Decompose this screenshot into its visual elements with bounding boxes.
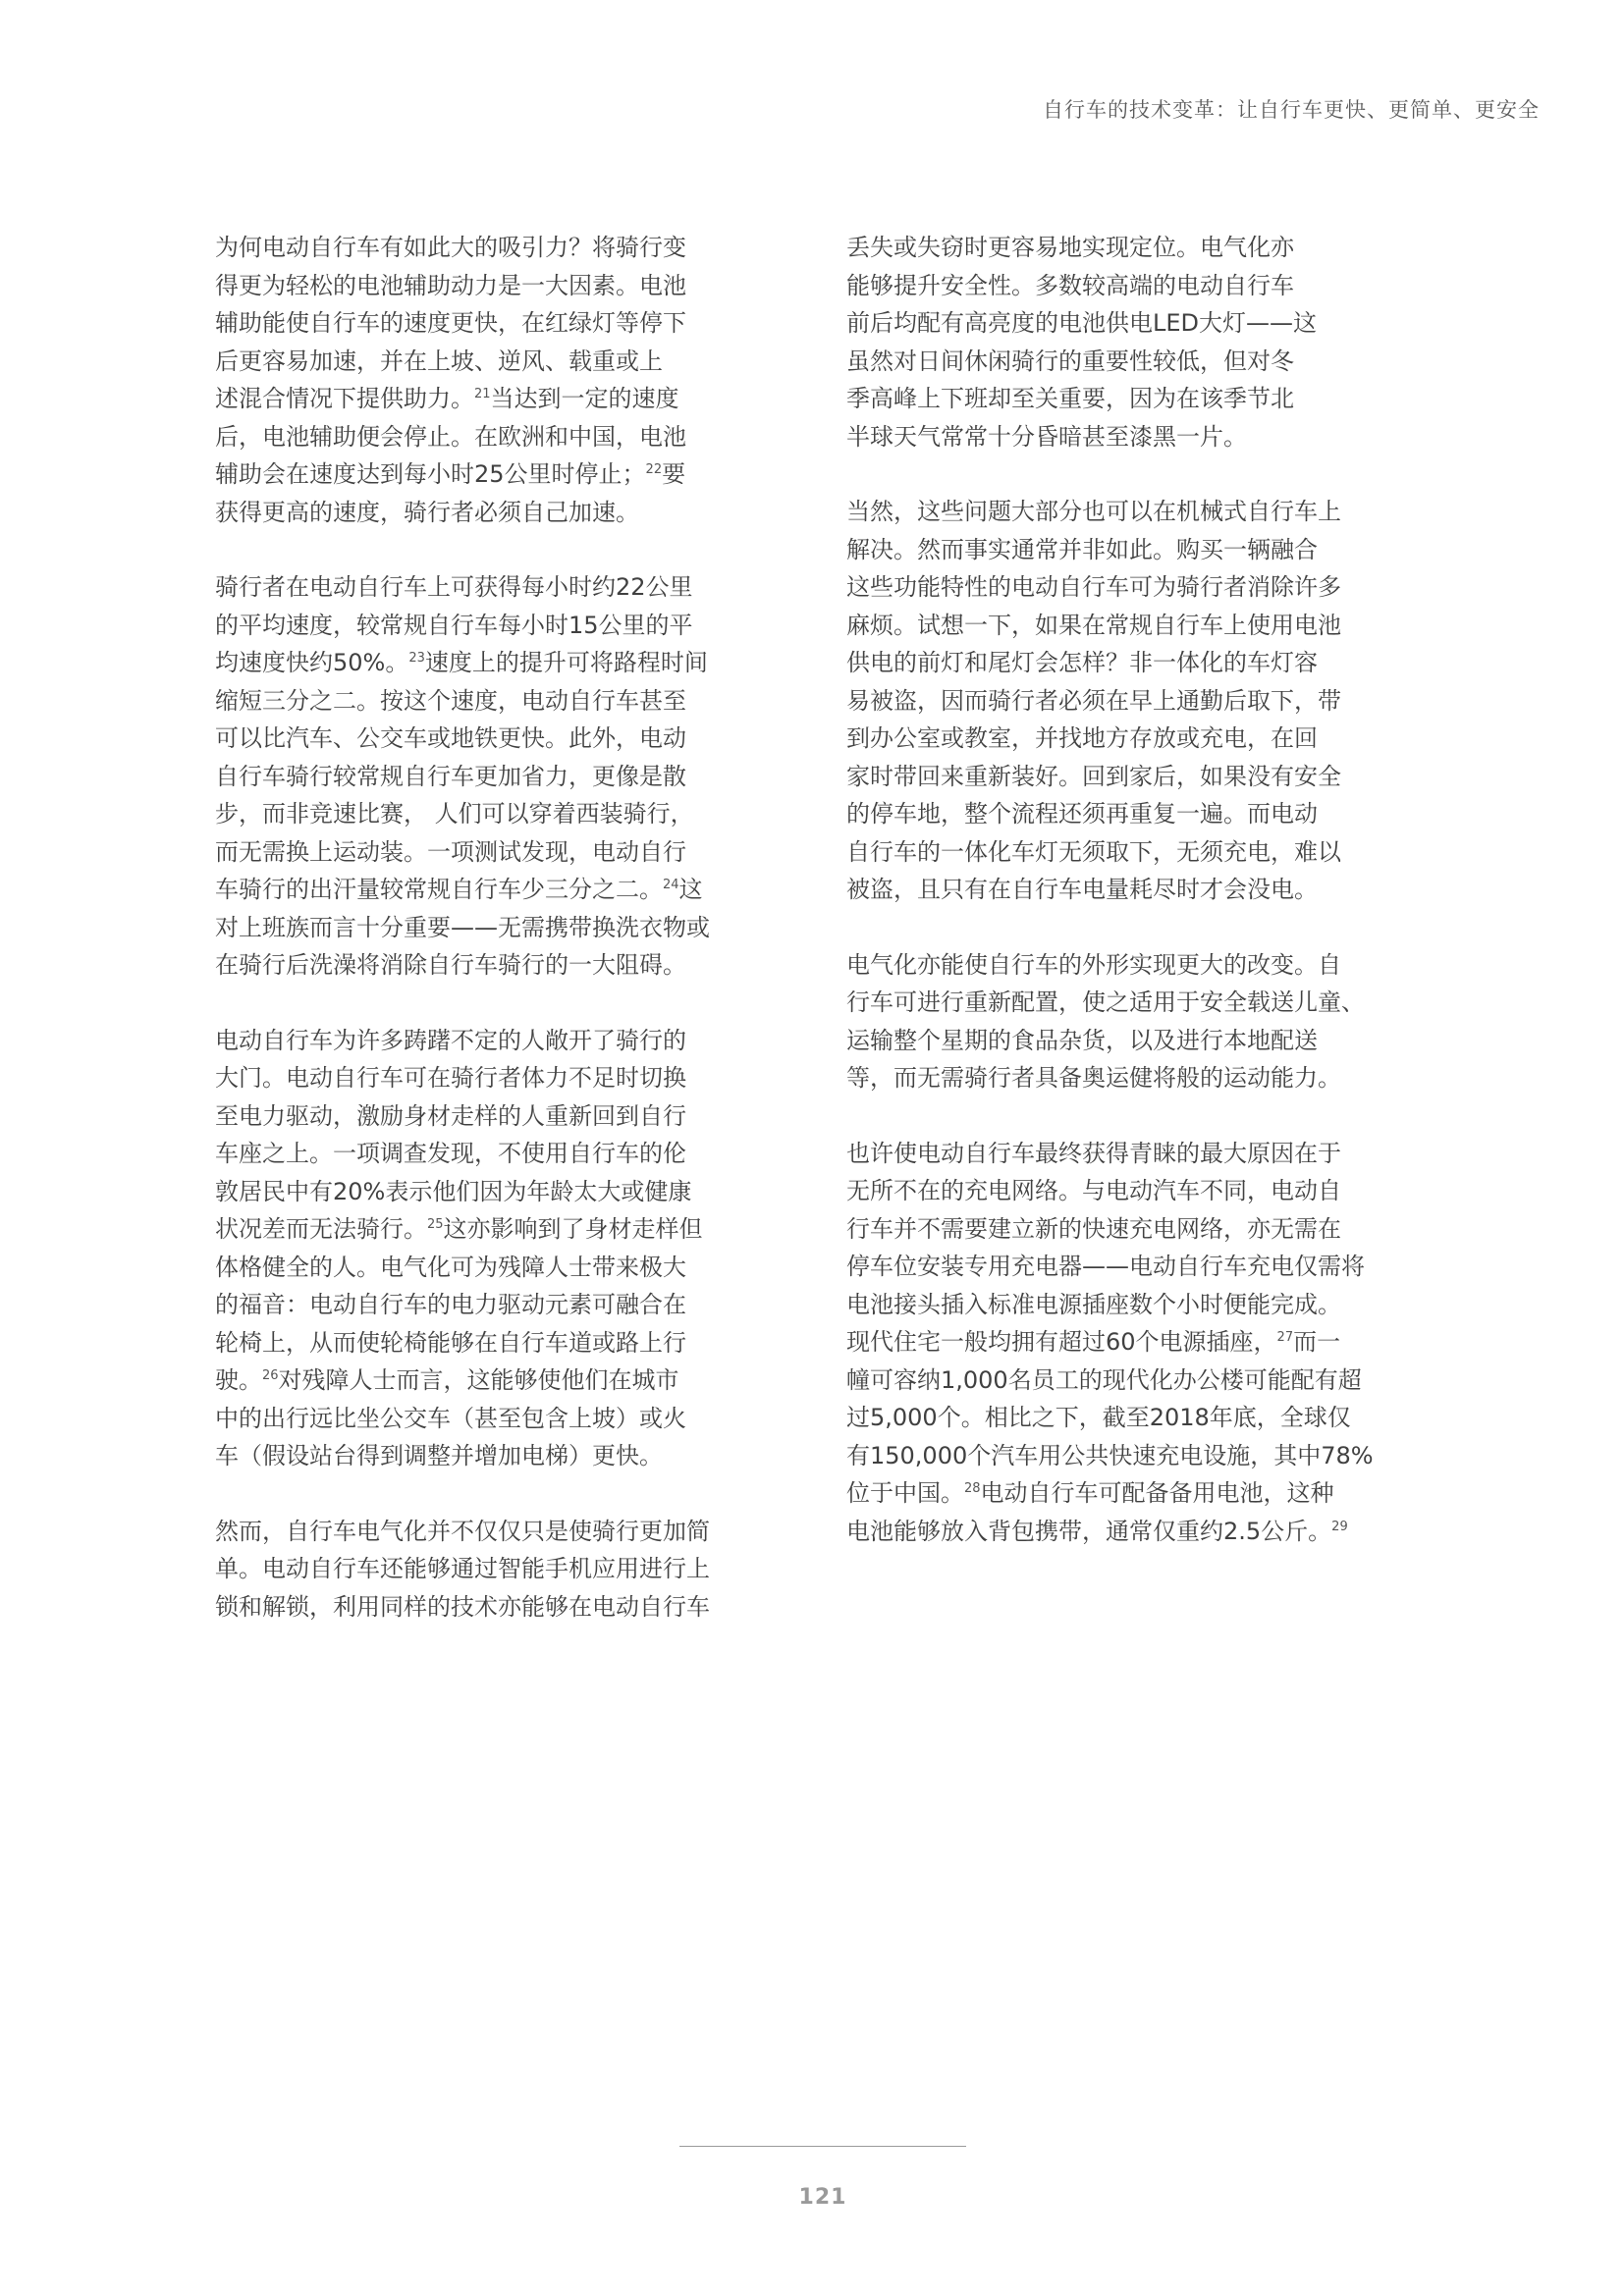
- text-line: [846, 1135, 1396, 1173]
- line-text: 电动自行车为许多踌躇不定的人敞开了骑行的: [215, 1026, 686, 1054]
- text-line: [846, 1248, 1396, 1286]
- paragraph: [846, 946, 1396, 1097]
- line-text: 驶。: [215, 1366, 262, 1394]
- line-text: 锁和解锁，利用同样的技术亦能够在电动自行车: [215, 1592, 710, 1621]
- text-line: [215, 1059, 765, 1097]
- line-text: 停车位安装专用充电器——电动自行车充电仅需将: [846, 1253, 1365, 1280]
- text-line: [215, 607, 765, 645]
- text-line: [215, 720, 765, 758]
- footnote-reference: 26: [262, 1368, 279, 1383]
- text-line: [846, 418, 1396, 456]
- text-line: [846, 1323, 1396, 1362]
- paragraph: [215, 568, 765, 985]
- text-line: [846, 1172, 1396, 1210]
- footnote-reference: 25: [427, 1217, 444, 1232]
- line-text: 也许使电动自行车最终获得青睐的最大原因在于: [846, 1139, 1341, 1167]
- line-text: 骑行者在电动自行车上可获得每小时约22公里: [215, 573, 693, 601]
- text-line: [846, 1210, 1396, 1249]
- line-text-continued: 而一: [1293, 1328, 1341, 1356]
- footnote-reference: 22: [645, 462, 663, 477]
- line-text: 现代住宅一般均拥有超过60个电源插座，: [846, 1328, 1277, 1356]
- line-text: 至电力驱动，激励身材走样的人重新回到自行: [215, 1101, 686, 1130]
- text-line: [215, 1362, 765, 1400]
- line-text: 的福音：电动自行车的电力驱动元素可融合在: [215, 1291, 686, 1318]
- line-text: 敦居民中有20%表示他们因为年龄太大或健康: [215, 1177, 692, 1205]
- line-text: 轮椅上，从而使轮椅能够在自行车道或路上行: [215, 1328, 686, 1357]
- text-line: [846, 267, 1396, 305]
- text-line: [215, 568, 765, 607]
- line-text: 无所不在的充电网络。与电动汽车不同，电动自: [846, 1177, 1341, 1204]
- line-text: 在骑行后洗澡将消除自行车骑行的一大阻碍。: [215, 951, 686, 979]
- line-text: 自行车的一体化车灯无须取下，无须充电，难以: [846, 837, 1341, 866]
- text-line: [215, 644, 765, 682]
- text-line: [215, 455, 765, 494]
- line-text: 单。电动自行车还能够通过智能手机应用进行上: [215, 1555, 710, 1582]
- text-line: [215, 1286, 765, 1324]
- text-line: [846, 946, 1396, 985]
- line-text-continued: 要: [662, 460, 686, 488]
- text-line: [846, 1059, 1396, 1097]
- text-line: [846, 493, 1396, 531]
- line-text: 体格健全的人。电气化可为残障人士带来极大: [215, 1253, 686, 1281]
- text-line: [846, 871, 1396, 909]
- footnote-reference: 24: [663, 878, 679, 892]
- line-text: 的停车地，整个流程还须再重复一遍。而电动: [846, 800, 1318, 828]
- footnote-reference: 29: [1331, 1519, 1348, 1534]
- text-line: [215, 1173, 765, 1211]
- line-text: 行车可进行重新配置，使之适用于安全载送儿童、: [846, 988, 1365, 1016]
- text-line: [846, 1362, 1396, 1400]
- text-line: [846, 644, 1396, 682]
- line-text: 辅助会在速度达到每小时25公里时停止；: [215, 460, 646, 488]
- text-line: [846, 795, 1396, 833]
- text-line: [215, 1513, 765, 1551]
- line-text: 辅助能使自行车的速度更快，在红绿灯等停下: [215, 309, 686, 337]
- line-text: 电池能够放入背包携带，通常仅重约2.5公斤。: [846, 1517, 1332, 1545]
- line-text: 丢失或失窃时更容易地实现定位。电气化亦: [846, 234, 1294, 261]
- line-text: 车（假设站台得到调整并增加电梯）更快。: [215, 1442, 663, 1469]
- text-line: [846, 1474, 1396, 1513]
- line-text: 大门。电动自行车可在骑行者体力不足时切换: [215, 1064, 686, 1092]
- line-text: 中的出行远比坐公交车（甚至包含上坡）或火: [215, 1404, 686, 1432]
- running-header-title: 自行车的技术变革：让自行车更快、更简单、更安全: [1043, 98, 1540, 122]
- text-line: [846, 1399, 1396, 1437]
- line-text: 为何电动自行车有如此大的吸引力？将骑行变: [215, 234, 686, 261]
- text-line: [215, 1097, 765, 1136]
- line-text: 到办公室或教室，并找地方存放或充电，在回: [846, 724, 1318, 752]
- text-line: [846, 304, 1396, 343]
- text-line: [846, 531, 1396, 569]
- text-line: [846, 758, 1396, 796]
- page-number: 121: [798, 2185, 847, 2210]
- text-line: [215, 1437, 765, 1475]
- line-text: 供电的前灯和尾灯会怎样？非一体化的车灯容: [846, 649, 1318, 676]
- line-text: 当然，这些问题大部分也可以在机械式自行车上: [846, 498, 1341, 525]
- paragraph: [846, 1135, 1396, 1551]
- line-text: 的平均速度，较常规自行车每小时15公里的平: [215, 611, 693, 639]
- line-text: 前后均配有高亮度的电池供电LED大灯——这: [846, 309, 1318, 337]
- line-text: 位于中国。: [846, 1479, 964, 1507]
- line-text: 半球天气常常十分昏暗甚至漆黑一片。: [846, 422, 1247, 451]
- line-text: 虽然对日间休闲骑行的重要性较低，但对冬: [846, 347, 1294, 375]
- line-text-continued: 当达到一定的速度: [490, 385, 679, 412]
- right-text-column: [846, 229, 1396, 1587]
- text-line: [215, 871, 765, 909]
- line-text: 电池接头插入标准电源插座数个小时便能完成。: [846, 1290, 1341, 1318]
- text-line: [215, 758, 765, 796]
- line-text: 幢可容纳1,000名员工的现代化办公楼可能配有超: [846, 1365, 1362, 1394]
- text-line: [215, 343, 765, 381]
- line-text: 季高峰上下班却至关重要，因为在该季节北: [846, 385, 1294, 412]
- line-text-continued: 速度上的提升可将路程时间: [424, 649, 708, 676]
- footer-divider: [679, 2146, 966, 2147]
- left-text-column: [215, 229, 765, 1663]
- text-line: [846, 1286, 1396, 1324]
- line-text: 车座之上。一项调查发现，不使用自行车的伦: [215, 1140, 686, 1167]
- line-text: 述混合情况下提供助力。: [215, 385, 474, 412]
- text-line: [215, 494, 765, 532]
- line-text: 麻烦。试想一下，如果在常规自行车上使用电池: [846, 611, 1341, 639]
- line-text-continued: 这: [678, 876, 703, 903]
- text-line: [215, 833, 765, 872]
- line-text: 车骑行的出汗量较常规自行车少三分之二。: [215, 876, 663, 903]
- line-text-continued: 对残障人士而言，这能够使他们在城市: [278, 1366, 679, 1394]
- text-line: [846, 1437, 1396, 1475]
- text-line: [215, 1022, 765, 1060]
- line-text: 而无需换上运动装。一项测试发现，电动自行: [215, 837, 686, 866]
- text-line: [846, 833, 1396, 872]
- text-line: [215, 1135, 765, 1173]
- text-line: [215, 1400, 765, 1438]
- line-text: 后，电池辅助便会停止。在欧洲和中国，电池: [215, 422, 686, 451]
- line-text: 对上班族而言十分重要——无需携带换洗衣物或: [215, 913, 710, 941]
- footnote-reference: 28: [964, 1481, 981, 1496]
- text-line: [215, 1324, 765, 1362]
- line-text: 易被盗，因而骑行者必须在早上通勤后取下，带: [846, 686, 1341, 715]
- text-line: [215, 795, 765, 833]
- text-line: [215, 267, 765, 305]
- text-line: [846, 229, 1396, 267]
- line-text: 家时带回来重新装好。回到家后，如果没有安全: [846, 762, 1341, 790]
- paragraph: [215, 229, 765, 531]
- text-line: [846, 607, 1396, 645]
- line-text: 行车并不需要建立新的快速充电网络，亦无需在: [846, 1214, 1341, 1243]
- text-line: [846, 1022, 1396, 1060]
- line-text: 步，而非竞速比赛， 人们可以穿着西装骑行，: [215, 800, 694, 828]
- line-text: 电气化亦能使自行车的外形实现更大的改变。自: [846, 950, 1341, 979]
- footnote-reference: 23: [408, 651, 425, 666]
- text-line: [846, 682, 1396, 721]
- line-text: 可以比汽车、公交车或地铁更快。此外，电动: [215, 724, 686, 752]
- line-text: 过5,000个。相比之下，截至2018年底，全球仅: [846, 1404, 1351, 1431]
- line-text: 能够提升安全性。多数较高端的电动自行车: [846, 271, 1294, 299]
- text-line: [215, 1550, 765, 1588]
- text-line: [215, 909, 765, 947]
- text-line: [215, 1210, 765, 1249]
- text-line: [215, 1588, 765, 1627]
- paragraph: [846, 229, 1396, 455]
- line-text: 等，而无需骑行者具备奥运健将般的运动能力。: [846, 1064, 1341, 1092]
- paragraph: [215, 1513, 765, 1627]
- line-text: 缩短三分之二。按这个速度，电动自行车甚至: [215, 686, 686, 715]
- text-line: [215, 682, 765, 721]
- text-line: [846, 380, 1396, 418]
- line-text: 自行车骑行较常规自行车更加省力，更像是散: [215, 762, 686, 790]
- line-text: 均速度快约50%。: [215, 649, 409, 676]
- text-line: [215, 1249, 765, 1287]
- text-line: [215, 229, 765, 267]
- paragraph: [846, 493, 1396, 909]
- line-text-continued: 这亦影响到了身材走样但: [443, 1215, 703, 1243]
- text-line: [846, 720, 1396, 758]
- text-line: [215, 418, 765, 456]
- text-line: [846, 984, 1396, 1022]
- text-line: [215, 304, 765, 343]
- text-line: [846, 343, 1396, 381]
- line-text-continued: 电动自行车可配备备用电池，这种: [980, 1479, 1334, 1507]
- line-text: 后更容易加速，并在上坡、逆风、载重或上: [215, 347, 663, 375]
- line-text: 被盗，且只有在自行车电量耗尽时才会没电。: [846, 876, 1318, 903]
- line-text: 获得更高的速度，骑行者必须自己加速。: [215, 498, 639, 526]
- line-text: 得更为轻松的电池辅助动力是一大因素。电池: [215, 271, 686, 299]
- line-text: 解决。然而事实通常并非如此。购买一辆融合: [846, 535, 1318, 563]
- text-line: [846, 568, 1396, 607]
- text-line: [215, 380, 765, 418]
- text-line: [215, 946, 765, 985]
- line-text: 运输整个星期的食品杂货，以及进行本地配送: [846, 1026, 1318, 1054]
- footnote-reference: 27: [1276, 1330, 1294, 1345]
- line-text: 这些功能特性的电动自行车可为骑行者消除许多: [846, 573, 1341, 601]
- text-line: [846, 1513, 1396, 1551]
- footnote-reference: 21: [474, 387, 491, 401]
- paragraph: [215, 1022, 765, 1475]
- line-text: 然而，自行车电气化并不仅仅只是使骑行更加简: [215, 1517, 710, 1545]
- line-text: 状况差而无法骑行。: [215, 1215, 427, 1243]
- line-text: 有150,000个汽车用公共快速充电设施，其中78%: [846, 1441, 1374, 1469]
